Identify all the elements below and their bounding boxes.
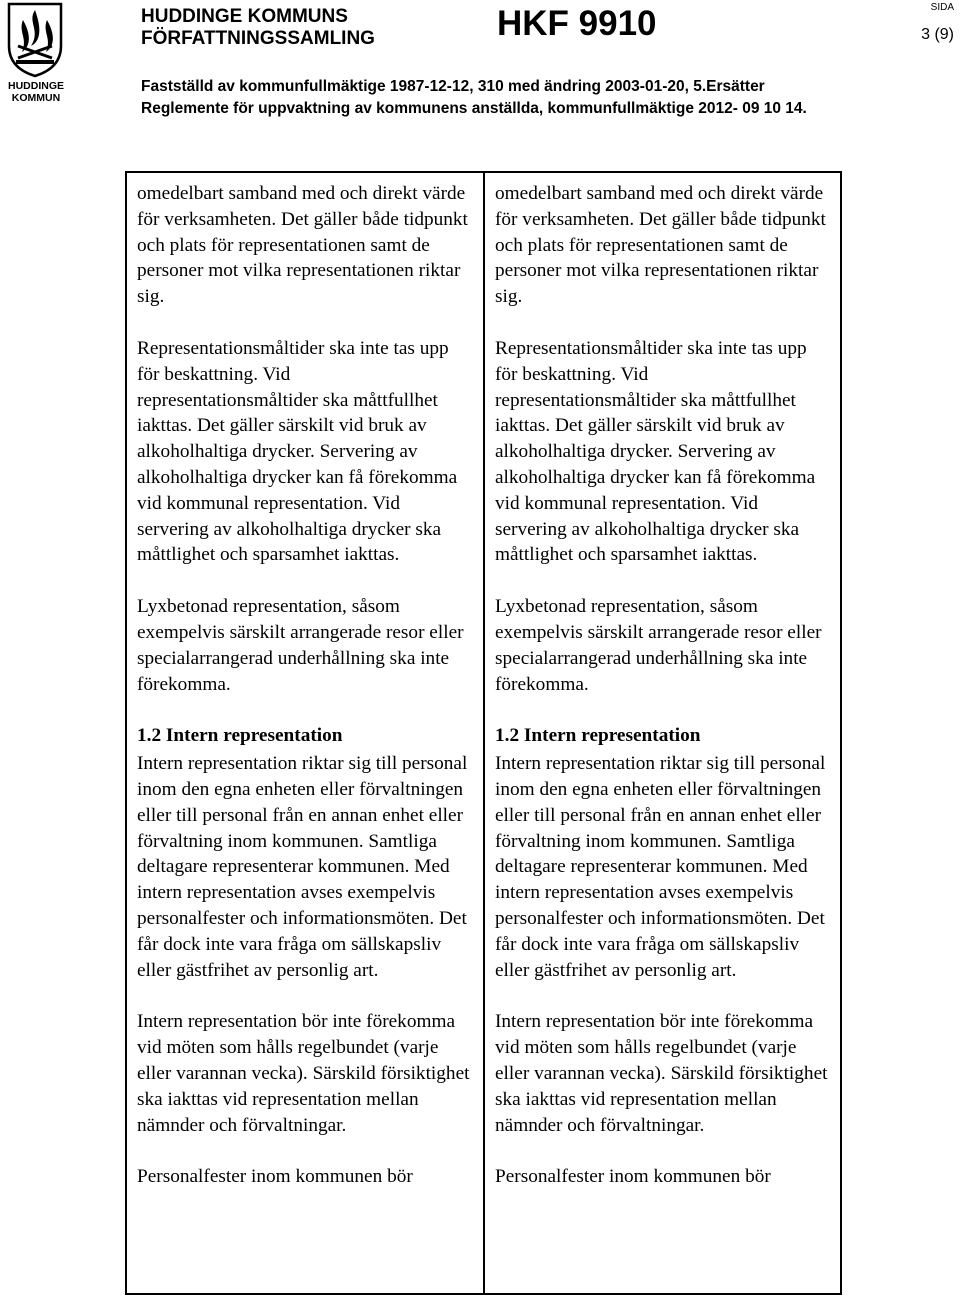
page-number: 3 (9) [921,26,954,43]
paragraph: omedelbart samband med och direkt värde för verksamheten. Det gäller både tidpunkt och plats för representationen samt de personer mot vilka representationen riktar sig. [495,183,826,308]
paragraph: Intern representation riktar sig till personal inom den egna enheten eller förvaltningen eller till personal från en annan enhet eller förvaltning inom kommunen. Samtliga deltagare representerar kommunen. Med intern representation avses exempelvis personalfester och informationsmöten. Det får dock inte vara fråga om sällskapsliv eller gästfrihet av personlig art. [137,753,468,981]
document-code: HKF 9910 [497,4,657,43]
logo-text-line2: KOMMUN [11,92,61,104]
section-heading: 1.2 Intern representation [495,725,701,747]
paragraph: Intern representation bör inte förekomma vid möten som hålls regelbundet (varje eller varannan vecka). Särskild försiktighet ska iakttas vid representation mellan nämnder och förvaltningar. [137,1011,470,1136]
paragraph: omedelbart samband med och direkt värde för verksamheten. Det gäller både tidpunkt och plats för representationen samt de personer mot vilka representationen riktar sig. [137,183,468,308]
collection-title [141,6,375,50]
paragraph: Intern representation bör inte förekomma vid möten som hålls regelbundet (varje eller varannan vecka). Särskild försiktighet ska iakttas vid representation mellan nämnder och förvaltningar. [495,1011,828,1136]
collection-title-line2: FÖRFATTNINGSSAMLING [141,28,375,49]
right-column [485,173,842,1293]
paragraph: Personalfester inom kommunen bör [137,1166,413,1188]
paragraph: Personalfester inom kommunen bör [495,1166,771,1188]
municipality-logo [0,0,72,110]
paragraph: Lyxbetonad representation, såsom exempelvis särskilt arrangerade resor eller specialarrangerad underhållning ska inte förekomma. [137,596,464,695]
paragraph: Representationsmåltider ska inte tas upp för beskattning. Vid representationsmåltider ska måttfullhet iakttas. Det gäller särskilt vid bruk av alkoholhaltiga drycker. Servering av alkoholhaltiga drycker kan få förekomma vid kommunal representation. Vid servering av alkoholhaltiga drycker ska måttlighet och sparsamhet iakttas. [137,337,458,566]
adoption-info: Fastställd av kommunfullmäktige 1987-12-12, 310 med ändring 2003-01-20, 5.Ersätter [141,78,765,95]
paragraph: Intern representation riktar sig till personal inom den egna enheten eller förvaltningen eller till personal från en annan enhet eller förvaltning inom kommunen. Samtliga deltagare representerar kommunen. Med intern representation avses exempelvis personalfester och informationsmöten. Det får dock inte vara fråga om sällskapsliv eller gästfrihet av personlig art. [495,753,826,981]
left-column [127,173,485,1293]
page-label: SIDA [930,2,954,13]
logo-text-line1: HUDDINGE [7,80,64,92]
section-heading: 1.2 Intern representation [137,725,343,747]
paragraph: Lyxbetonad representation, såsom exempelvis särskilt arrangerade resor eller specialarrangerad underhållning ska inte förekomma. [495,596,822,695]
document-meta [141,76,953,120]
comparison-table [125,171,842,1295]
page-indicator [921,2,954,46]
coat-of-arms-icon [6,2,64,78]
replaces-info: Reglemente för uppvaktning av kommunens anställda, kommunfullmäktige 2012- 09 10 14. [141,100,807,117]
paragraph: Representationsmåltider ska inte tas upp för beskattning. Vid representationsmåltider ska måttfullhet iakttas. Det gäller särskilt vid bruk av alkoholhaltiga drycker. Servering av alkoholhaltiga drycker kan få förekomma vid kommunal representation. Vid servering av alkoholhaltiga drycker ska måttlighet och sparsamhet iakttas. [495,337,816,566]
collection-title-line1: HUDDINGE KOMMUNS [141,6,348,27]
